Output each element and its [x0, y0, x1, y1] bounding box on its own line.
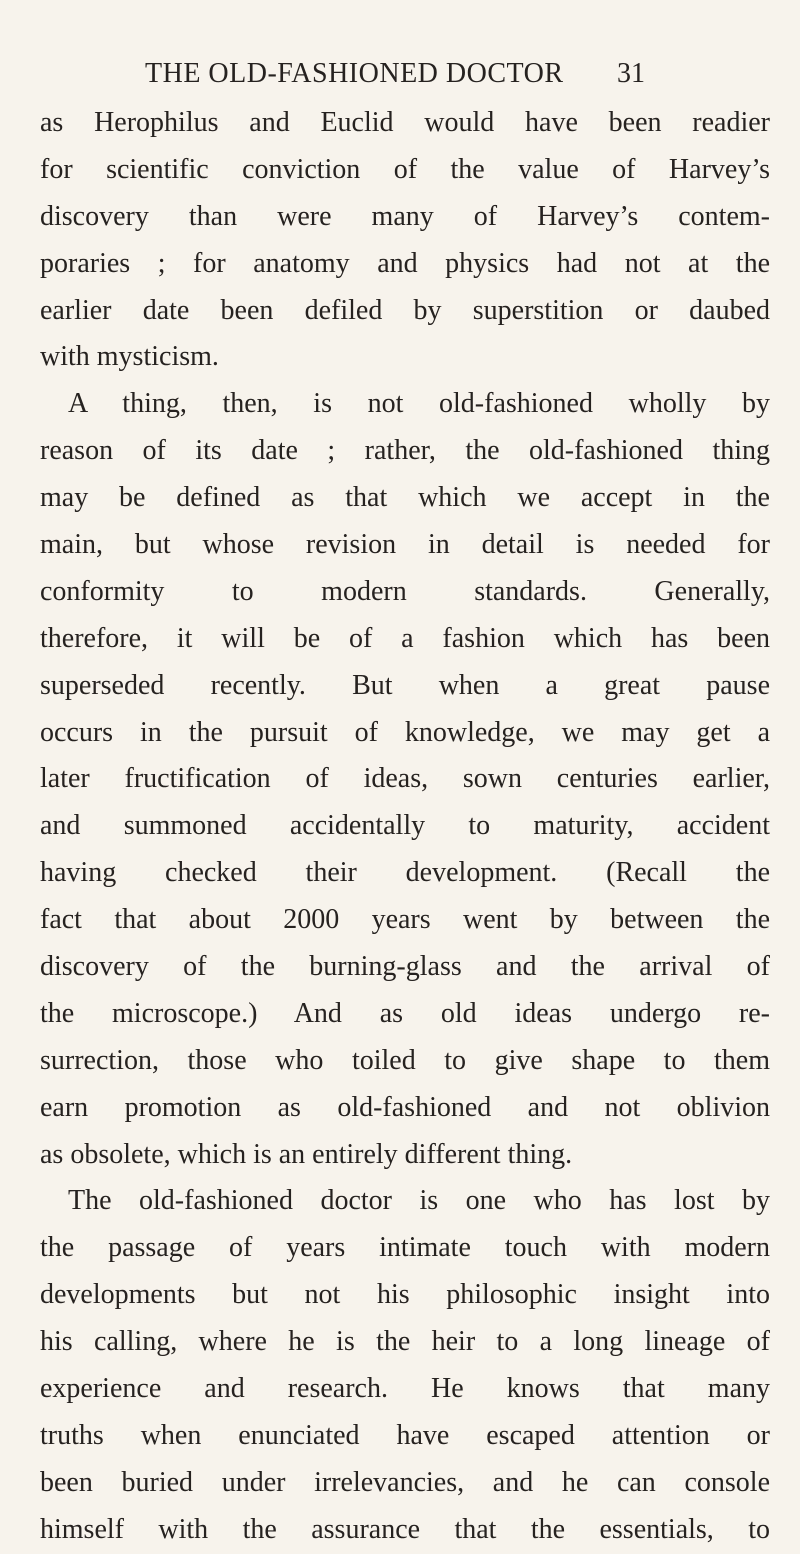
text-line: fact that about 2000 years went by between the: [40, 904, 770, 936]
text-line: as obsolete, which is an entirely different thing.: [40, 1138, 573, 1170]
text-line: discovery than were many of Harvey’s contem-: [40, 200, 770, 232]
text-line: A thing, then, is not old-fashioned wholly by: [68, 388, 770, 420]
text-line: reason of its date ; rather, the old-fashioned thing: [40, 435, 770, 467]
text-line: and summoned accidentally to maturity, accident: [40, 810, 770, 842]
text-line: therefore, it will be of a fashion which has been: [40, 622, 770, 654]
text-line: earlier date been defiled by superstition or daubed: [40, 294, 770, 326]
running-head: [0, 58, 800, 98]
text-line: himself with the assurance that the essentials, to: [40, 1513, 770, 1545]
text-line: superseded recently. But when a great pause: [40, 669, 770, 701]
text-line: The old-fashioned doctor is one who has lost by: [68, 1185, 770, 1217]
text-line: conformity to modern standards. Generally,: [40, 575, 770, 607]
text-line: for scientific conviction of the value of Harvey’s: [40, 153, 770, 185]
page-number: 31: [617, 58, 645, 89]
text-line: occurs in the pursuit of knowledge, we may get a: [40, 716, 770, 748]
text-line: with mysticism.: [40, 341, 219, 373]
text-line: experience and research. He knows that many: [40, 1373, 770, 1405]
text-line: truths when enunciated have escaped attention or: [40, 1419, 770, 1451]
text-line: may be defined as that which we accept in the: [40, 482, 770, 514]
text-line: the microscope.) And as old ideas undergo re-: [40, 997, 770, 1029]
text-line: main, but whose revision in detail is needed for: [40, 529, 770, 561]
text-line: his calling, where he is the heir to a long lineage of: [40, 1326, 770, 1358]
text-line: having checked their development. (Recall the: [40, 857, 770, 889]
text-line: the passage of years intimate touch with modern: [40, 1232, 770, 1264]
running-title: THE OLD-FASHIONED DOCTOR: [145, 58, 564, 89]
text-line: been buried under irrelevancies, and he can console: [40, 1466, 770, 1498]
text-line: as Herophilus and Euclid would have been readier: [40, 107, 770, 138]
body-text: [40, 100, 770, 1554]
text-line: discovery of the burning-glass and the arrival of: [40, 951, 770, 983]
text-line: surrection, those who toiled to give shape to them: [40, 1044, 770, 1076]
text-line: later fructification of ideas, sown centuries earlier,: [40, 763, 770, 795]
text-line: poraries ; for anatomy and physics had not at the: [40, 247, 770, 279]
text-line: developments but not his philosophic insight into: [40, 1279, 770, 1311]
text-line: earn promotion as old-fashioned and not oblivion: [40, 1091, 770, 1123]
